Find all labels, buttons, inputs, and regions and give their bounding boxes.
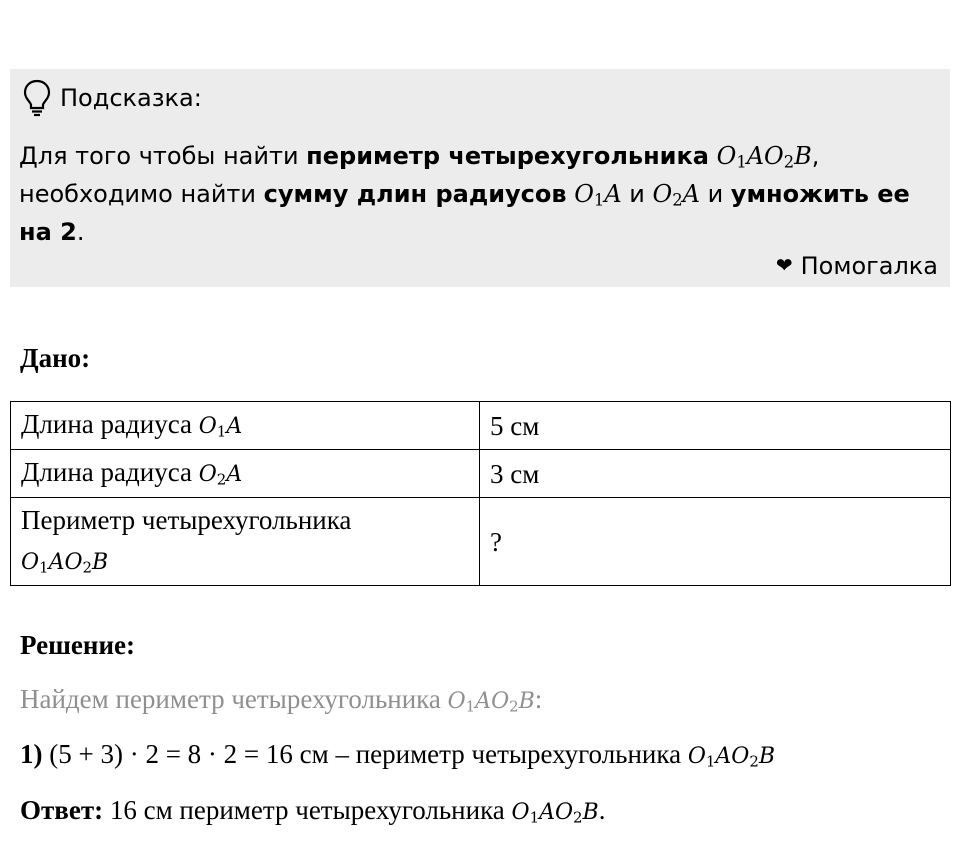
hint-header	[22, 79, 202, 117]
row-label: Периметр четырехугольника	[21, 505, 352, 535]
table-cell-value: 5 см	[480, 402, 951, 450]
answer-end: .	[598, 795, 606, 825]
hint-text-part: и	[699, 180, 731, 208]
math-expression: $O_1AO_2B$	[716, 142, 812, 172]
answer	[20, 795, 605, 826]
table-cell-value: ?	[480, 498, 951, 586]
table-row	[11, 498, 951, 586]
step-number: 1)	[20, 739, 43, 769]
solution-step	[20, 739, 775, 770]
answer-text: 16 см периметр четырехугольника	[109, 795, 505, 825]
table-cell-label	[11, 402, 480, 450]
math-expression: $O_2A$	[198, 462, 243, 489]
hint-text-part: и	[621, 180, 653, 208]
table-cell-value: 3 см	[480, 450, 951, 498]
hint-text-part: .	[76, 218, 85, 246]
hint-text	[19, 137, 939, 251]
heart-icon: ❤	[775, 253, 793, 277]
math-expression: $O_1AO_2B$	[511, 800, 599, 827]
given-table	[10, 401, 951, 586]
hint-footer	[776, 252, 938, 280]
math-expression: $O_1A$	[574, 180, 622, 210]
table-cell-label	[11, 498, 480, 586]
lightbulb-icon	[22, 79, 52, 117]
step-text: (5 + 3) · 2 = 8 · 2 = 16 см – периметр четырехугольника	[49, 739, 682, 769]
given-heading: Дано:	[20, 343, 91, 373]
hint-title: Подсказка:	[60, 84, 202, 112]
footer-brand: Помогалка	[800, 252, 938, 280]
hint-text-bold: периметр четырехугольника	[306, 142, 709, 170]
intro-end: :	[534, 684, 543, 714]
hint-box	[10, 69, 950, 287]
hint-text-bold: сумму длин радиусов	[263, 180, 567, 208]
math-expression: $O_1AO_2B$	[21, 550, 109, 577]
hint-text-part: Для того чтобы найти	[19, 142, 307, 170]
math-expression: $O_1AO_2B$	[687, 744, 776, 771]
table-cell-label	[11, 450, 480, 498]
row-label: Длина радиуса	[21, 457, 192, 487]
row-label: Длина радиуса	[21, 409, 192, 439]
solution-intro	[20, 684, 542, 715]
intro-text: Найдем периметр четырехугольника	[20, 684, 441, 714]
solution-heading: Решение:	[20, 630, 135, 660]
math-expression: $O_1A$	[198, 414, 243, 441]
answer-label: Ответ:	[20, 795, 104, 825]
table-row	[11, 450, 951, 498]
hint-text-bold: умножить ее на 2	[19, 180, 910, 246]
table-row	[11, 402, 951, 450]
math-expression: $O_1AO_2B$	[447, 689, 535, 716]
hint-text-part: , необходимо найти	[19, 142, 820, 208]
math-expression: $O_2A$	[652, 180, 700, 210]
